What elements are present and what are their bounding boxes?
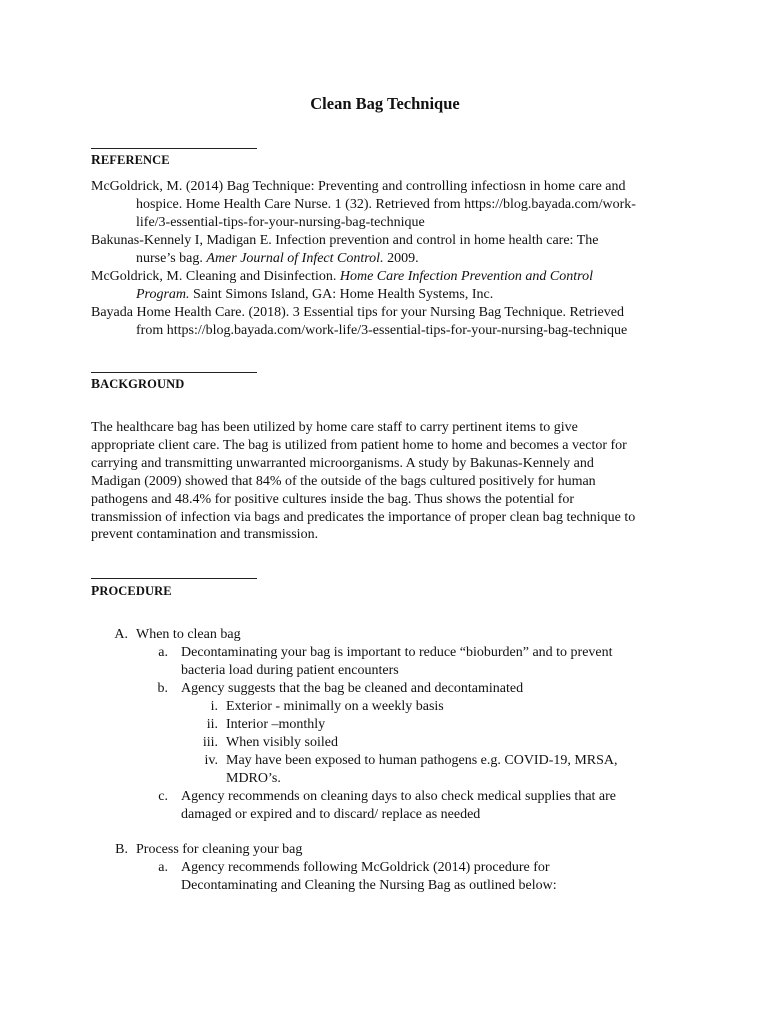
list-item-roman: May have been exposed to human pathogens e.g. COVID-19, MRSA, (226, 753, 618, 768)
list-item-B-a: Agency recommends following McGoldrick (2014) procedure for (181, 860, 550, 875)
list-item-roman: Exterior - minimally on a weekly basis (226, 699, 444, 714)
paragraph-line: prevent contamination and transmission. (91, 527, 319, 543)
list-marker-A-c: c. (158, 789, 168, 804)
reference-line: Bakunas-Kennely I, Madigan E. Infection prevention and control in home health care: The (91, 233, 599, 248)
list-item-A-b: Agency suggests that the bag be cleaned and decontaminated (181, 681, 524, 696)
paragraph-line: carrying and transmitting unwarranted microorganisms. A study by Bakunas-Kennely and (91, 455, 594, 471)
list-item-B-a-cont: Decontaminating and Cleaning the Nursing Bag as outlined below: (181, 878, 557, 893)
reference-heading (91, 152, 170, 168)
list-marker-roman: iv. (204, 753, 218, 768)
list-marker-B: B. (115, 842, 128, 857)
background-heading-rest: ACKGROUND (100, 377, 185, 391)
journal-title: Amer Journal of Infect Control. (206, 251, 384, 266)
reference-rule (91, 148, 257, 149)
reference-entry (91, 268, 691, 304)
book-title: Program. (136, 287, 190, 302)
list-item-A-a-cont: bacteria load during patient encounters (181, 663, 399, 678)
reference-text: McGoldrick, M. Cleaning and Disinfection. (91, 269, 340, 284)
list-marker-A-a: a. (158, 645, 168, 660)
background-heading (91, 376, 184, 392)
background-heading-initial: B (91, 376, 101, 391)
paragraph-line: The healthcare bag has been utilized by home care staff to carry pertinent items to give (91, 420, 578, 435)
reference-line (91, 250, 691, 268)
list-item-B: Process for cleaning your bag (136, 842, 303, 857)
document-title: Clean Bag Technique (310, 94, 460, 113)
list-item-roman: Interior –monthly (226, 717, 326, 732)
background-paragraph (91, 419, 691, 544)
list-item-A-a: Decontaminating your bag is important to reduce “bioburden” and to prevent (181, 645, 613, 660)
reference-heading-initial: R (91, 152, 101, 167)
reference-entry (91, 178, 691, 232)
reference-line: hospice. Home Health Care Nurse. 1 (32). Retrieved from https://blog.bayada.com/work- (136, 197, 636, 212)
list-marker-roman: iii. (202, 735, 218, 750)
reference-entry (91, 232, 691, 268)
reference-line: from https://blog.bayada.com/work-life/3-essential-tips-for-your-nursing-bag-technique (136, 323, 628, 338)
background-rule (91, 372, 257, 373)
reference-entry (91, 304, 691, 340)
list-item-A-c: Agency recommends on cleaning days to also check medical supplies that are (181, 789, 617, 804)
reference-line (91, 286, 691, 304)
paragraph-line: Madigan (2009) showed that 84% of the outside of the bags cultured positively for human (91, 473, 596, 489)
reference-list (91, 178, 691, 340)
book-title: Home Care Infection Prevention and Control (339, 269, 593, 284)
list-marker-roman: i. (210, 699, 218, 714)
reference-text: Saint Simons Island, GA: Home Health Systems, Inc. (189, 287, 494, 302)
paragraph-line: pathogens and 48.4% for positive cultures inside the bag. Thus shows the potential for (91, 491, 575, 507)
list-marker-A-b: b. (157, 681, 168, 696)
procedure-rule (91, 578, 257, 579)
list-item-roman: When visibly soiled (226, 735, 338, 750)
list-marker-A: A. (114, 627, 128, 642)
reference-line: McGoldrick, M. (2014) Bag Technique: Preventing and controlling infectiosn in home care and (91, 179, 626, 194)
reference-text: nurse’s bag. (136, 251, 207, 266)
list-item-A-c-cont: damaged or expired and to discard/ replace as needed (181, 807, 481, 822)
reference-text: 2009. (383, 251, 419, 266)
procedure-heading-rest: ROCEDURE (99, 584, 172, 598)
reference-line: life/3-essential-tips-for-your-nursing-bag-technique (136, 215, 425, 230)
reference-heading-rest: EFERENCE (100, 153, 170, 167)
reference-line: Bayada Home Health Care. (2018). 3 Essential tips for your Nursing Bag Technique. Retrieved (91, 305, 624, 320)
list-item-roman-cont: MDRO’s. (226, 771, 281, 786)
paragraph-line: transmission of infection via bags and predicates the importance of proper clean bag technique to (91, 509, 636, 525)
procedure-heading-initial: P (91, 583, 100, 598)
list-item-A: When to clean bag (136, 627, 241, 642)
paragraph-line: appropriate client care. The bag is utilized from patient home to home and becomes a vector for (91, 437, 627, 453)
procedure-heading (91, 583, 172, 599)
list-marker-B-a: a. (158, 860, 168, 875)
list-marker-roman: ii. (206, 717, 218, 732)
reference-line (91, 268, 691, 286)
